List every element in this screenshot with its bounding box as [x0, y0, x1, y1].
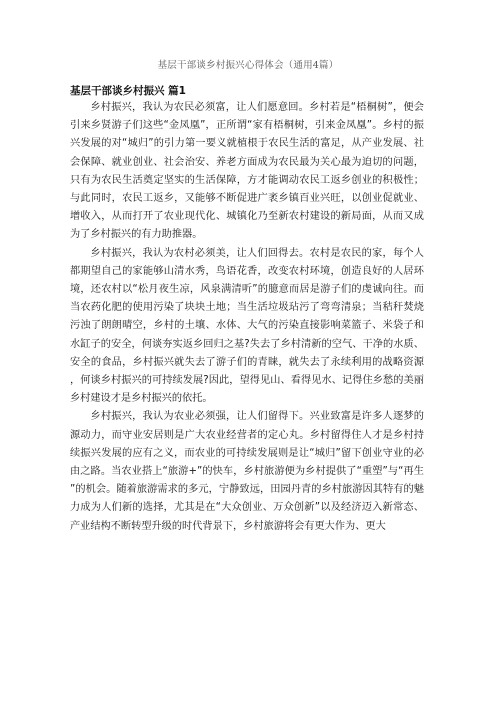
paragraph-2: 乡村振兴，我认为农村必须美，让人们回得去。农村是农民的家，每个人都期望自己的家能够山清水秀，鸟语花香，改变农村环境，创造良好的人居环境，还农村以“松月夜生凉，风泉满清听”的臆意而居是游子们的虔诚向往。而当农药化肥的使用污染了块块土地；当生活垃圾玷污了弯弯清泉；当秸秆焚烧污浊了朗朗晴空，乡村的土壤、水体、大气的污染直接影响菜篮子、米袋子和水缸子的安全，何谈夯实返乡回归之基?失去了乡村清新的空气、干净的水质、安全的食品，乡村振兴就失去了游子们的青睐，就失去了永续利用的战略资源，何谈乡村振兴的可持续发展?因此，望得见山、看得见水、记得住乡愁的美丽乡村建设才是乡村振兴的依托。 [70, 247, 424, 405]
paragraph-3: 乡村振兴，我认为农业必须强，让人们留得下。兴业致富是许多人逐梦的源动力，而守业安居则是广大农业经营者的定心丸。乡村留得住人才是乡村持续振兴发展的应有之义，而农业的可持续发展则是让“城归”留下创业守业的必由之路。当农业搭上“旅游+”的快车，乡村旅游便为乡村提供了“重塑”与“再生”的机会。随着旅游需求的多元，宁静致远，田园丹青的乡村旅游因其特有的魅力成为人们新的选择，尤其是在“大众创业、万众创新”以及经济迈入新常态、产业结构不断转型升级的时代背景下，乡村旅游将会有更大作为、更大 [70, 411, 424, 532]
document-body [70, 99, 424, 536]
paragraph-1: 乡村振兴，我认为农民必须富，让人们愿意回。乡村若是“梧桐树”，便会引来乡贤游子们这些“金凤凰”，正所谓“家有梧桐树，引来金凤凰”。乡村的振兴发展的对“城归”的引力第一要义就植根于农民生活的富足，从产业发展、社会保障、就业创业、社会治安、养老方面成为农民最为关心最为迫切的问题，只有为农民生活奠定坚实的生活保障，方才能调动农民工返乡创业的积极性；与此同时，农民工返乡，又能够不断促进广袤乡镇百业兴旺，以创业促就业、增收入，从而打开了农业现代化、城镇化乃至新农村建设的新局面，从而又成为了乡村振兴的有力助推器。 [70, 102, 424, 241]
document-title: 基层干部谈乡村振兴心得体会（通用4篇） [157, 60, 339, 71]
section-heading: 基层干部谈乡村振兴 篇1 [70, 85, 186, 97]
